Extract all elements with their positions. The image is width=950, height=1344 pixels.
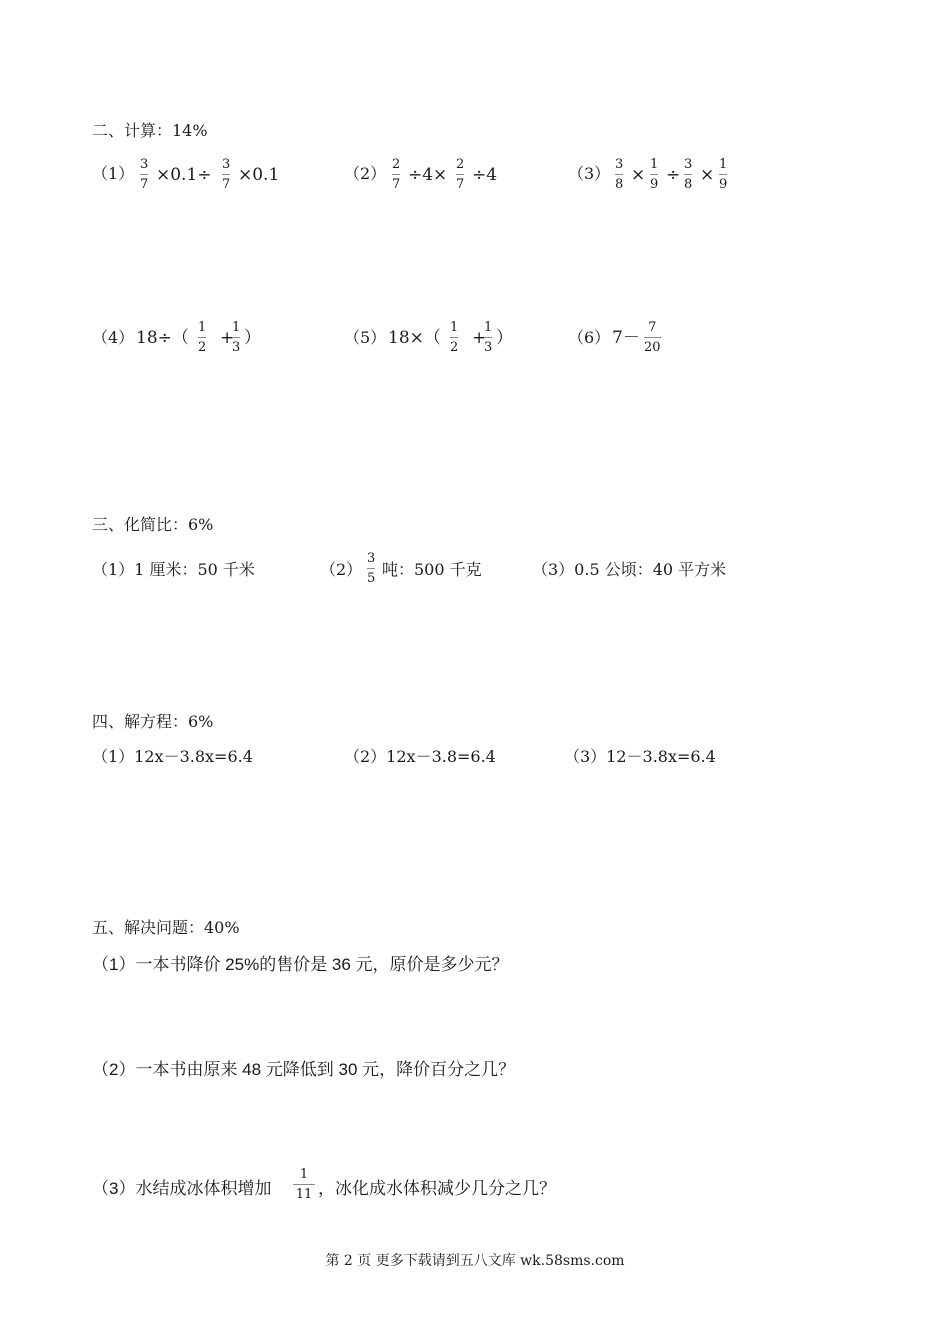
ratio-1: （1）1 厘米：50 千米 [92, 560, 255, 579]
calc-6-fraction: 7 20 [644, 320, 661, 355]
calc-3-fraction-c: 3 8 [684, 157, 693, 192]
calc-1-label: （1） [92, 164, 135, 183]
calc-1-fraction-b: 3 7 [222, 157, 231, 192]
calc-3-fraction-a: 3 8 [615, 157, 624, 192]
calc-4-label: （4） [92, 328, 135, 347]
calc-2-operator-a: ÷4× [408, 165, 448, 185]
section-3-heading: 三、化简比：6% [92, 515, 214, 534]
calc-4-fraction-b: 1 3 [232, 320, 241, 355]
calc-1-fraction-a: 3 7 [140, 157, 149, 192]
equation-1: （1）12x－3.8x=6.4 [92, 747, 253, 766]
ratio-2-text: 吨：500 千克 [382, 560, 482, 579]
calc-3-fraction-d: 1 9 [719, 157, 728, 192]
calc-3-operator-a: × [631, 165, 646, 185]
calc-4-close: ） [244, 328, 261, 348]
calc-5-prefix: 18×（ [388, 328, 441, 348]
calc-3-label: （3） [568, 164, 611, 183]
section-4-heading: 四、解方程：6% [92, 712, 214, 731]
page-footer: 第 2 页 更多下载请到五八文库 wk.58sms.com [325, 1253, 625, 1269]
calc-4-fraction-a: 1 2 [198, 320, 207, 355]
calc-4-prefix: 18÷（ [136, 328, 189, 348]
word-problem-3-fraction: 1 11 [293, 1168, 315, 1202]
calc-3-operator-b: ÷ [666, 165, 681, 185]
equation-2: （2）12x－3.8=6.4 [344, 747, 496, 766]
calc-1-operator-a: ×0.1÷ [156, 165, 212, 185]
calc-5-close: ） [496, 328, 513, 348]
calc-5-fraction-b: 1 3 [484, 320, 493, 355]
calc-5-plus: + [472, 328, 487, 348]
equation-3: （3）12－3.8x=6.4 [564, 747, 716, 766]
section-2-heading: 二、计算：14% [92, 121, 208, 140]
word-problem-3-prefix: （3）水结成冰体积增加 [92, 1179, 272, 1198]
word-problem-2: （2）一本书由原来 48 元降低到 30 元，降价百分之几？ [92, 1060, 516, 1079]
calc-5-label: （5） [344, 328, 387, 347]
calc-2-label: （2） [344, 164, 387, 183]
calc-2-fraction-a: 2 7 [392, 157, 401, 192]
word-problem-1: （1）一本书降价 25%的售价是 36 元，原价是多少元？ [92, 955, 509, 974]
calc-6-prefix: 7－ [612, 328, 640, 348]
calc-3-fraction-b: 1 9 [650, 157, 659, 192]
calc-2-operator-b: ÷4 [472, 165, 498, 185]
ratio-2-fraction: 3 5 [367, 551, 376, 586]
ratio-3: （3）0.5 公顷：40 平方米 [532, 560, 727, 579]
calc-2-fraction-b: 2 7 [456, 157, 465, 192]
calc-5-fraction-a: 1 2 [450, 320, 459, 355]
calc-1-operator-b: ×0.1 [238, 165, 280, 185]
word-problem-3-suffix: ，冰化成水体积减少几分之几？ [318, 1179, 556, 1198]
calc-6-label: （6） [568, 328, 611, 347]
ratio-2-label: （2） [320, 560, 363, 579]
calc-4-plus: + [220, 328, 235, 348]
section-5-heading: 五、解决问题：40% [92, 918, 240, 937]
calc-3-operator-c: × [700, 165, 715, 185]
